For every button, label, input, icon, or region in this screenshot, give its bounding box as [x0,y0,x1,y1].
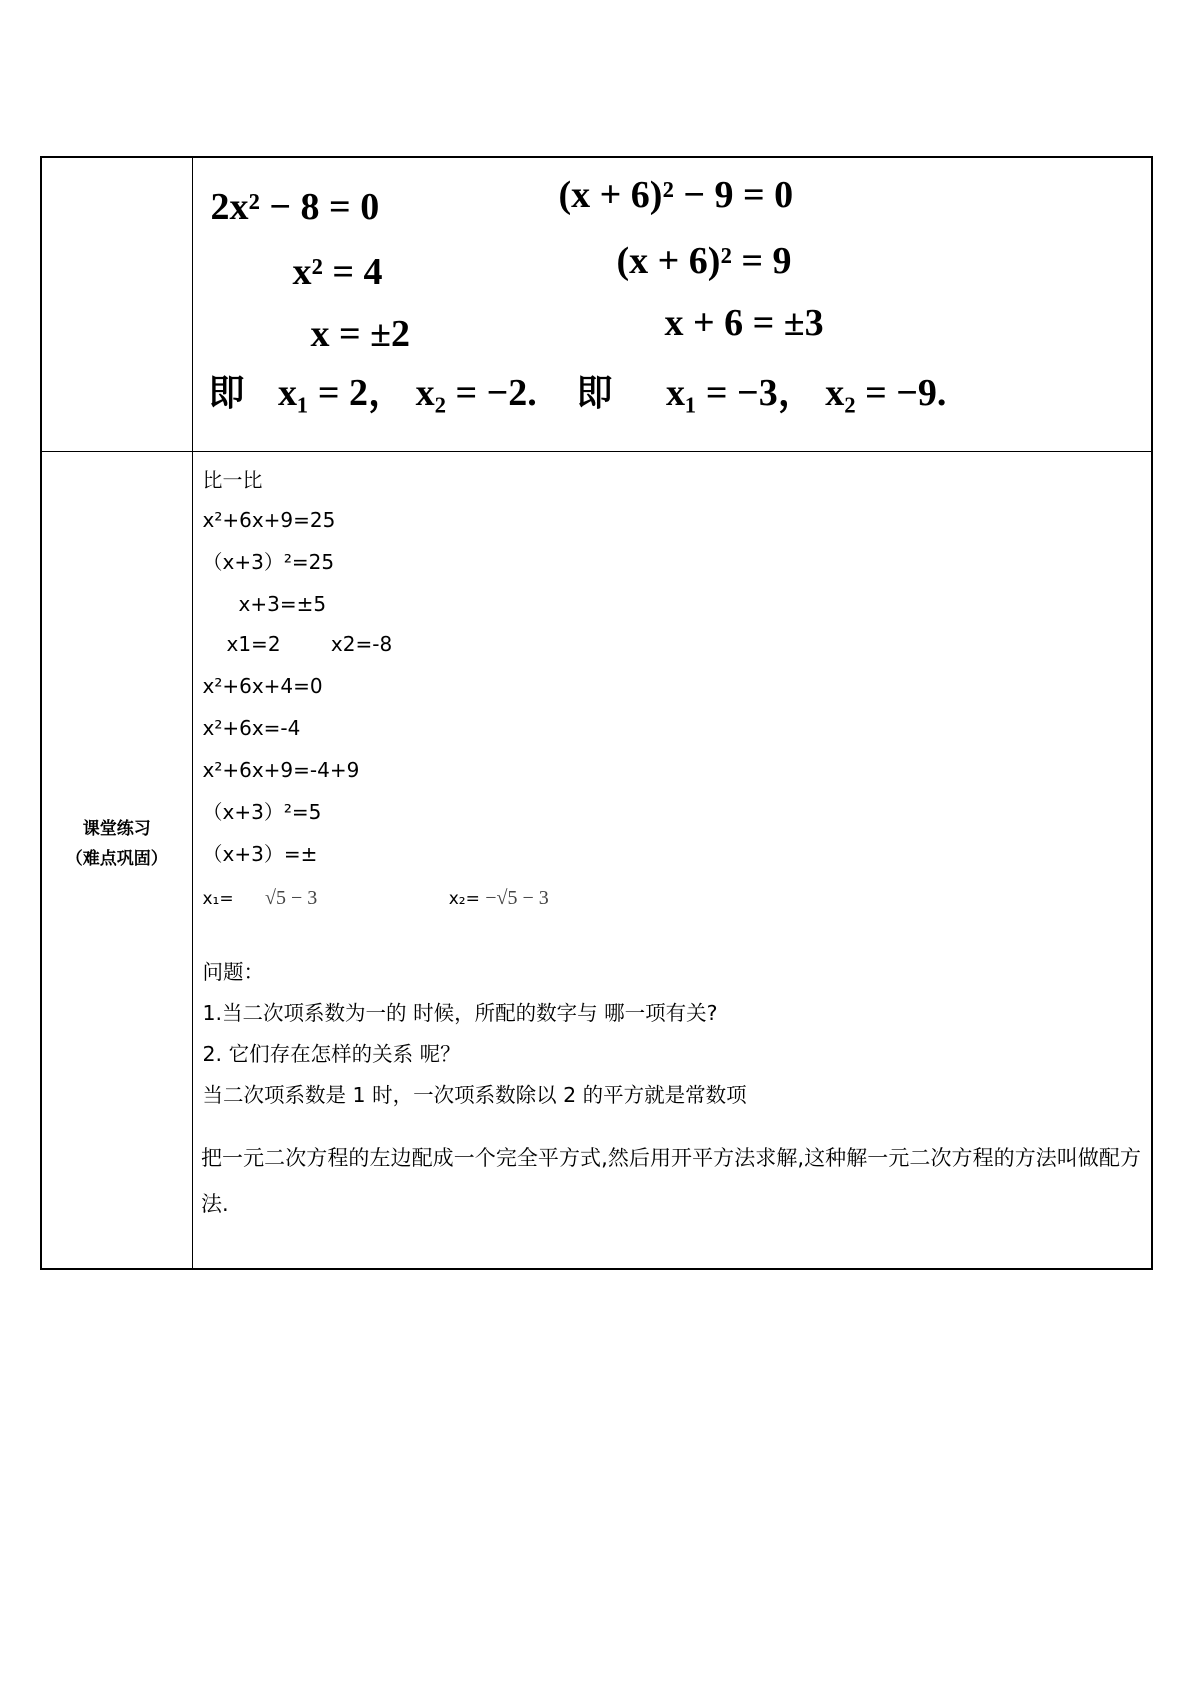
equation-line [227,632,393,656]
root-1: x₁ = 2， [278,372,407,414]
heading-compare: 比一比 [202,467,263,492]
root-2: x₂ = −2. [415,372,537,414]
ji-char: 即 [208,373,245,414]
right-eq-1 [559,176,794,214]
definition-paragraph: 把一元二次方程的左边配成一个完全平方式,然后用开平方法求解,这种解一元二次方程的方法叫做配方法. [201,1146,1141,1216]
equation-line: x²+6x+9=-4+9 [202,757,360,782]
empty-label-cell [41,157,192,451]
question-heading: 问题： [202,959,264,984]
root-1: x1=2 [226,631,281,656]
root-1: x₁ = −3， [666,372,816,414]
label-line-2: （难点巩固） [65,848,168,869]
root-2: x2=-8 [330,631,393,656]
eq-text: x + 6 = ±3 [664,302,824,344]
right-eq-4 [577,374,947,412]
x1-expression: √5 − 3 [265,886,318,909]
eq-text: x² = 4 [292,251,383,293]
right-eq-2 [617,242,792,280]
equation-line: x²+6x+9=25 [202,507,336,532]
lesson-table [40,156,1153,1270]
ji-char: 即 [576,373,613,414]
label-cell [41,451,192,1269]
right-eq-3 [665,304,824,342]
equation-line: x²+6x=-4 [202,715,301,740]
equation-line: （x+3）²=25 [202,549,335,574]
worked-examples-cell [192,157,1152,451]
left-eq-4 [209,374,537,412]
left-eq-1 [211,188,380,226]
x1-label: x₁= [202,888,234,909]
left-eq-2 [293,253,383,291]
question-2: 2. 它们存在怎样的关系 呢？ [202,1041,461,1066]
eq-text: (x + 6)² − 9 = 0 [558,174,794,216]
root-2: x₂ = −9. [825,372,947,414]
answer-text: 当二次项系数是 1 时，一次项系数除以 2 的平方就是常数项 [202,1082,747,1107]
section-label [42,814,192,874]
table-row [41,157,1152,451]
eq-text: x = ±2 [310,313,411,355]
label-line-1: 课堂练习 [82,818,151,839]
eq-text: (x + 6)² = 9 [616,240,792,282]
equation-line: （x+3）²=5 [202,799,322,824]
solution-line [203,886,549,911]
equation-line: x²+6x+4=0 [202,673,323,698]
equation-line: x+3=±5 [238,591,327,616]
x2-label: x₂= [448,888,480,909]
x2-expression: −√5 − 3 [485,886,549,909]
question-1: 1.当二次项系数为一的 时候，所配的数字与 哪一项有关? [202,1000,718,1025]
eq-text: 2x² − 8 = 0 [210,186,380,228]
left-eq-3 [311,315,411,353]
equation-line: （x+3）=± [202,841,318,866]
